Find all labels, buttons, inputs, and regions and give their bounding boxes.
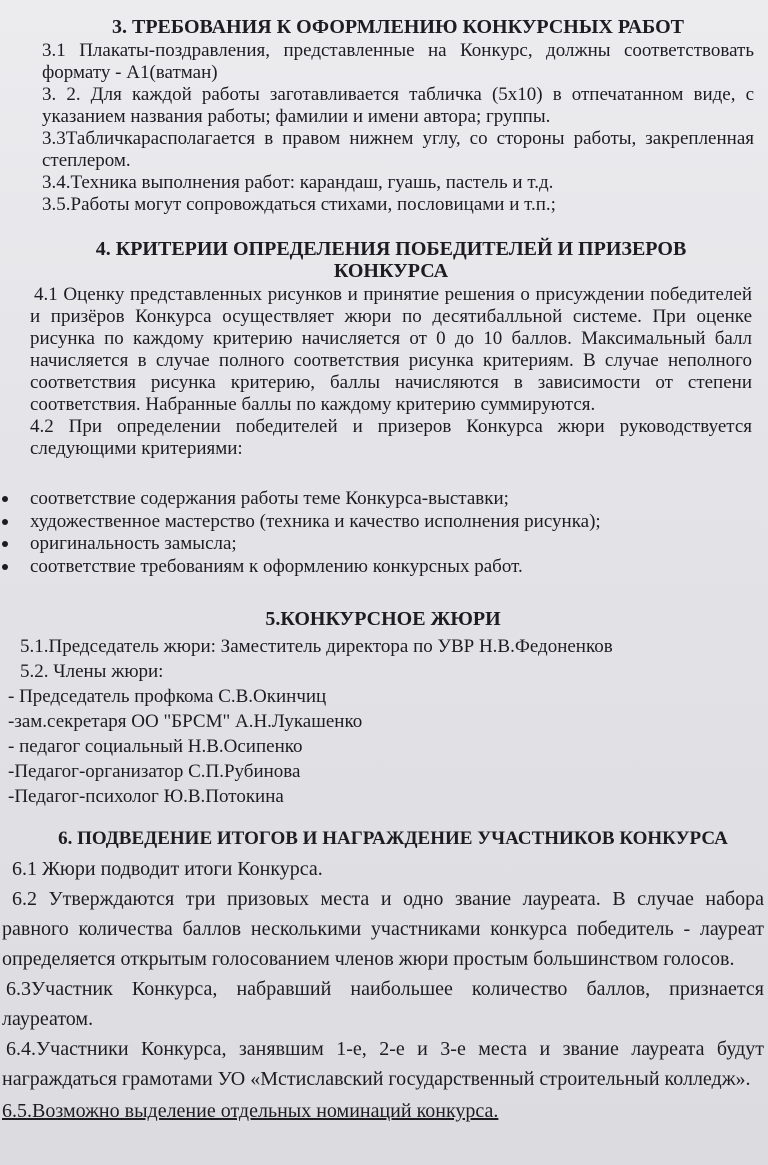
jury-member: - педагог социальный Н.В.Осипенко	[8, 736, 303, 757]
jury-chair: 5.1.Председатель жюри: Заместитель директора по УВР Н.В.Федоненков	[20, 636, 613, 657]
jury-members-label: 5.2. Члены жюри:	[20, 661, 164, 682]
criterion-item: художественное мастерство (техника и качество исполнения рисунка);	[2, 511, 758, 534]
criteria-list	[2, 488, 758, 578]
section-4	[30, 238, 752, 460]
jury-member: - Председатель профкома С.В.Окинчиц	[8, 686, 327, 707]
para-6-2: 6.2 Утверждаются три призовых места и одно звание лауреата. В случае набора равного количества баллов несколькими участниками конкурса победитель - лауреат определяется открытым голосованием членов жюри простым большинством голосов.	[2, 888, 764, 970]
section-6-title: 6. ПОДВЕДЕНИЕ ИТОГОВ И НАГРАЖДЕНИЕ УЧАСТНИКОВ КОНКУРСА	[58, 828, 728, 849]
section-5	[8, 608, 758, 809]
para-4-2: 4.2 При определении победителей и призеров Конкурса жюри руководствуется следующими критериями:	[30, 416, 752, 459]
jury-member: -Педагог-организатор С.П.Рубинова	[8, 761, 301, 782]
section-5-title: 5.КОНКУРСНОЕ ЖЮРИ	[265, 608, 501, 630]
section-3-title: 3. ТРЕБОВАНИЯ К ОФОРМЛЕНИЮ КОНКУРСНЫХ РАБОТ	[111, 16, 684, 38]
section-6	[2, 828, 764, 1126]
criterion-item: соответствие требованиям к оформлению конкурсных работ.	[2, 556, 758, 579]
section-4-title: 4. КРИТЕРИИ ОПРЕДЕЛЕНИЯ ПОБЕДИТЕЛЕЙ И ПРИЗЕРОВ КОНКУРСА	[95, 238, 687, 282]
para-3-2: 3. 2. Для каждой работы заготавливается табличка (5х10) в отпечатанном виде, с указанием названия работы; фамилии и имени автора; группы.	[42, 84, 754, 127]
para-6-3: 6.3Участник Конкурса, набравший наибольшее количество баллов, признается лауреатом.	[2, 978, 764, 1030]
jury-member: -зам.секретаря ОО "БРСМ" А.Н.Лукашенко	[8, 711, 363, 732]
criterion-item: оригинальность замысла;	[2, 533, 758, 556]
para-3-3: 3.3Табличкарасполагается в правом нижнем углу, со стороны работы, закрепленная степлером.	[42, 128, 754, 171]
para-3-4: 3.4.Техника выполнения работ: карандаш, гуашь, пастель и т.д.	[42, 172, 554, 193]
para-6-4: 6.4.Участники Конкурса, занявшим 1-е, 2-е и 3-е места и звание лауреата будут награждаться грамотами УО «Мстиславский государственный строительный колледж».	[2, 1038, 764, 1090]
para-3-5: 3.5.Работы могут сопровождаться стихами, пословицами и т.п.;	[42, 194, 556, 215]
para-6-1: 6.1 Жюри подводит итоги Конкурса.	[12, 858, 323, 880]
section-3	[42, 16, 754, 216]
para-4-1: 4.1 Оценку представленных рисунков и принятие решения о присуждении победителей и призёров Конкурса осуществляет жюри по десятибалльной системе. При оценке рисунка по каждому критерию начисляется от 0 до 10 баллов. Максимальный балл начисляется в случае полного соответствия рисунка критериям. В случае неполного соответствия рисунка критерию, баллы начисляются в зависимости от степени соответствия. Набранные баллы по каждому критерию суммируются.	[30, 284, 752, 415]
criterion-item: соответствие содержания работы теме Конкурса-выставки;	[2, 488, 758, 511]
para-6-5: 6.5.Возможно выделение отдельных номинаций конкурса.	[2, 1100, 499, 1122]
jury-member: -Педагог-психолог Ю.В.Потокина	[8, 786, 284, 807]
para-3-1: 3.1 Плакаты-поздравления, представленные на Конкурс, должны соответствовать формату - А1(ватман)	[42, 40, 754, 83]
